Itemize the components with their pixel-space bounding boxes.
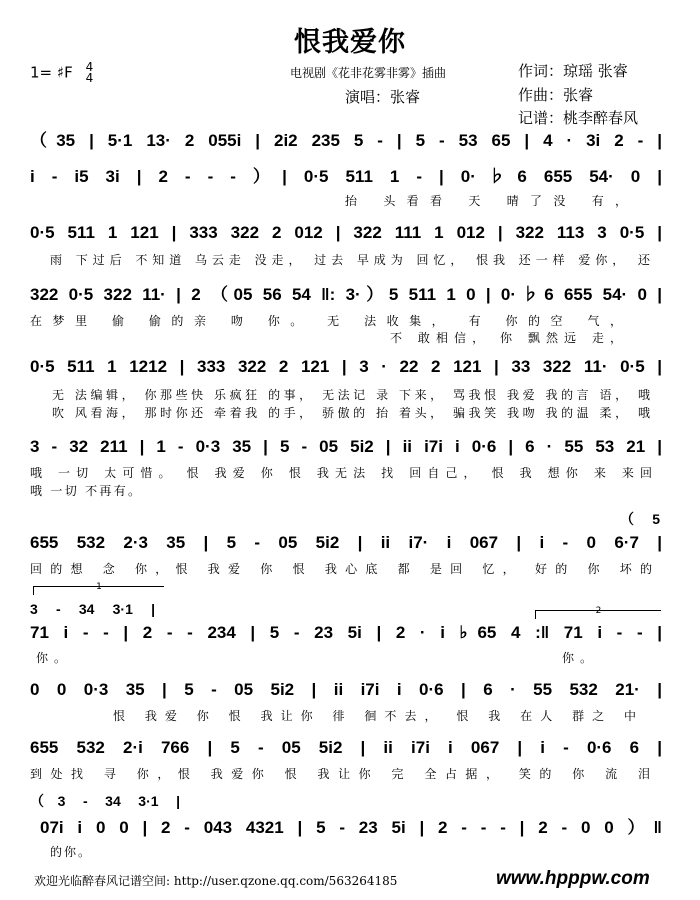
notation-line-2: i - i5 3i | 2 - - - ）| 0·5 511 1 - | 0·♭6 655 54· 0 | xyxy=(30,167,662,186)
song-title: 恨我爱你 xyxy=(294,27,406,58)
first-ending-bracket xyxy=(33,582,164,595)
lyric-line-11: 的你。 xyxy=(50,845,90,859)
lyric-line-5a: 无 法编辑， 你那些快 乐疯狂 的事， 无法记 录 下来， 骂我恨 我爱 我的言 语， 哦 xyxy=(52,388,650,402)
lyric-line-3: 雨 下过后 不知道 乌云走 没走， 过去 早成为 回忆， 恨我 还一样 爱你， 还 xyxy=(50,253,650,267)
notation-line-11: 07i i 0 0 | 2 - 043 4321 | 5 - 23 5i | 2 - - - | 2 - 0 0 ）‖ xyxy=(40,818,662,837)
notation-line-8: 71 i - - | 2 - - 234 | 5 - 23 5i | 2 · i ♭65 4 :‖ 71 i - - | xyxy=(30,623,662,642)
transcriber-credit: 记谱：桃李醉春风 xyxy=(518,109,639,127)
time-bottom: 4 xyxy=(85,71,94,85)
second-ending-bracket xyxy=(535,606,661,619)
lyric-line-5b: 吹 风看海， 那时你还 牵着我 的手， 骄傲的 抬 着头， 骗我笑 我吻 我的温 柔， 哦 xyxy=(52,406,650,420)
alt-notation-line-8: 3 - 34 3·1 | xyxy=(30,601,155,617)
notation-line-3: 0·5 511 1 121 | 333 322 2 012 | 322 111 1 012 | 322 113 3 0·5 | xyxy=(30,223,662,242)
key-signature xyxy=(30,62,93,84)
pickup-notation: （5 xyxy=(620,511,660,527)
notation-line-4: 322 0·5 322 11· | 2 （05 56 54 ‖: 3·）5 511 1 0 | 0·♭6 655 54· 0 | xyxy=(30,285,662,304)
key-label: 1= ♯F xyxy=(30,63,73,82)
notation-line-5: 0·5 511 1 1212 | 333 322 2 121 | 3 · 22 2 121 | 33 322 11· 0·5 | xyxy=(30,357,662,376)
lyric-line-4b: 不 敢相信， 你 飘然远 走， xyxy=(390,331,622,345)
second-ending-number: 2 xyxy=(595,606,602,616)
lyricist-credit: 作词：琼瑶 张睿 xyxy=(518,62,628,80)
notation-line-10: 655 532 2·i 766 | 5 - 05 5i2 | ii i7i i 067 | i - 0·6 6 | xyxy=(30,738,662,757)
lyric-line-10: 到处找 寻 你，恨 我爱你 恨 我让你 完 全占据， 笑的 你 流 泪 xyxy=(30,767,650,781)
lyric-line-7: 回的想 念 你，恨 我爱 你 恨 我心底 都 是回 忆， 好的 你 坏的 xyxy=(30,562,652,576)
time-top: 4 xyxy=(85,60,94,74)
first-ending-number: 1 xyxy=(96,582,102,592)
footer-text: 欢迎光临醉春风记谱空间: http://user.qzone.qq.com/563264185 xyxy=(34,874,398,888)
lyric-line-6b: 哦 一切 不再有。 xyxy=(30,484,140,498)
notation-line-9: 0 0 0·3 35 | 5 - 05 5i2 | ii i7i i 0·6 | 6 · 55 532 21· | xyxy=(30,680,662,699)
subtitle: 电视剧《花非花雾非雾》插曲 xyxy=(290,66,447,80)
alt-notation-line-11: （3 - 34 3·1 | xyxy=(30,793,180,809)
lyric-line-8b: 你。 xyxy=(562,651,592,665)
notation-line-1: （35 | 5·1 13· 2 055i | 2i2 235 5 - | 5 - 53 65 | 4 · 3i 2 - | xyxy=(30,131,662,150)
lyric-line-8a: 你。 xyxy=(36,651,66,665)
notation-line-7: 655 532 2·3 35 | 5 - 05 5i2 | ii i7· i 067 | i - 0 6·7 | xyxy=(30,533,662,552)
lyric-line-9: 恨 我爱 你 恨 我让你 徘 徊不去， 恨 我 在人 群之 中 xyxy=(113,709,636,723)
singer-credit: 演唱：张睿 xyxy=(345,88,421,106)
lyric-line-6a: 哦 一切 太可惜。 恨 我爱 你 恨 我无法 找 回自己， 恨 我 想你 来 来回 xyxy=(30,466,652,480)
lyric-line-4a: 在梦里 偷 偷的亲 吻 你。 无 法收集， 有 你的空 气， xyxy=(30,314,622,328)
notation-line-6: 3 - 32 211 | 1 - 0·3 35 | 5 - 05 5i2 | ii i7i i 0·6 | 6 · 55 53 21 | xyxy=(30,437,662,456)
time-signature xyxy=(86,62,94,84)
composer-credit: 作曲：张睿 xyxy=(518,86,594,104)
brand-watermark: www.hpppw.com xyxy=(496,868,650,889)
lyric-line-2: 抬 头看看 天 晴了没 有， xyxy=(345,194,627,208)
